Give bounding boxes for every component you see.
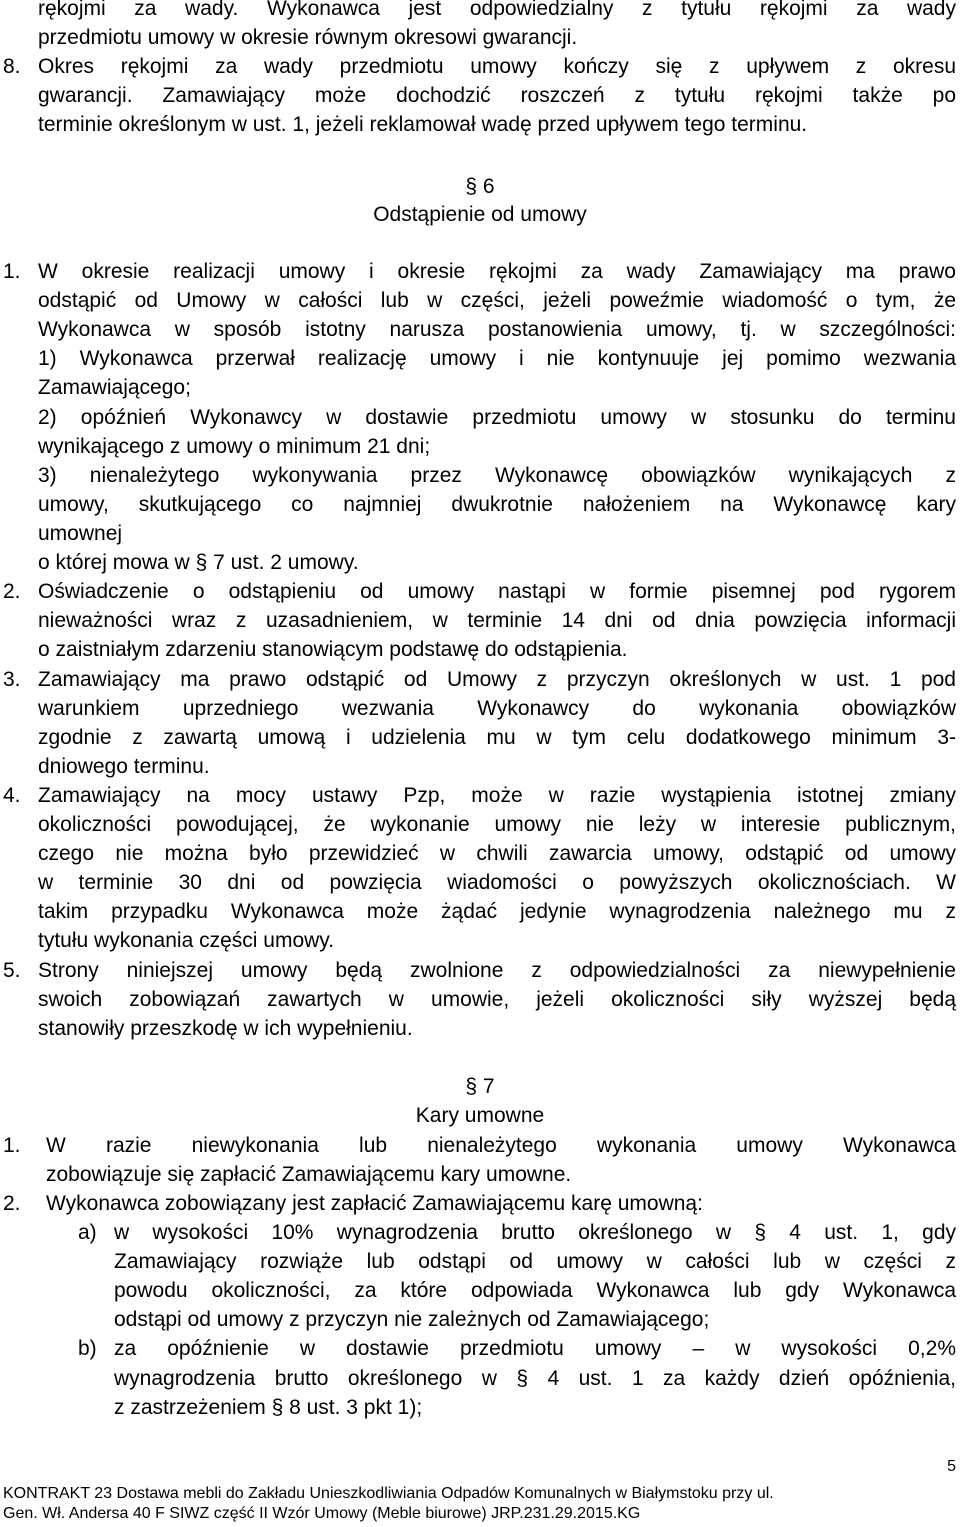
paragraph-line: odstąpić od Umowy w całości lub w części, jeżeli poweźmie wiadomość o tym, że	[38, 289, 956, 312]
section-sign: §	[754, 1221, 767, 1244]
paragraph-line: Zamawiający rozwiąże lub odstąpi od umowy w całości lub w części z	[114, 1250, 956, 1273]
list-number: 1.	[3, 260, 21, 283]
footer-line: Gen. Wł. Andersa 40 F SIWZ część II Wzór Umowy (Meble biurowe) JRP.231.29.2015.KG	[3, 1505, 641, 1522]
paragraph-line: nieważności wraz z uzasadnieniem, w terminie 14 dni od dnia powzięcia informacji	[38, 609, 956, 632]
paragraph-line: Strony niniejszej umowy będą zwolnione z odpowiedzialności za niewypełnienie	[38, 959, 956, 982]
section-heading-title: Kary umowne	[415, 1104, 545, 1127]
paragraph-line: wynagrodzenia brutto określonego w § 4 ust. 1 za każdy dzień opóźnienia,	[114, 1364, 956, 1393]
list-letter: a)	[78, 1221, 97, 1244]
paragraph-line: zobowiązuje się zapłacić Zamawiającemu kary umowne.	[46, 1163, 572, 1186]
list-letter: b)	[78, 1337, 97, 1360]
list-number: 5.	[3, 959, 21, 982]
section-heading-number: § 6	[0, 172, 960, 201]
section-sign: §	[465, 1075, 478, 1098]
paragraph-line: wynikającego z umowy o minimum 21 dni;	[38, 435, 431, 458]
paragraph-line: Wykonawca w sposób istotny narusza postanowienia umowy, tj. w szczególności:	[38, 318, 956, 341]
paragraph-line: Zamawiający ma prawo odstąpić od Umowy z przyczyn określonych w ust. 1 pod	[38, 668, 956, 691]
paragraph-line: odstąpi od umowy z przyczyn nie zależnych od Zamawiającego;	[114, 1308, 710, 1331]
paragraph-line: czego nie można było przewidzieć w chwili zawarcia umowy, odstąpić od umowy	[38, 842, 956, 865]
paragraph-line: Oświadczenie o odstąpieniu od umowy nastąpi w formie pisemnej pod rygorem	[38, 580, 956, 603]
paragraph-line: okoliczności powodującej, że wykonanie umowy nie leży w interesie publicznym,	[38, 813, 956, 836]
paragraph-line: zgodnie z zawartą umową i udzielenia mu w tym celu dodatkowego minimum 3-	[38, 726, 956, 749]
list-number: 8.	[3, 55, 21, 78]
section-heading-title: Odstąpienie od umowy	[373, 203, 587, 226]
list-number: 1.	[3, 1134, 21, 1157]
paragraph-line: umowy, skutkującego co najmniej dwukrotnie nałożeniem na Wykonawcę kary	[38, 493, 956, 516]
paragraph-line: z zastrzeżeniem § 8 ust. 3 pkt 1);	[114, 1393, 960, 1422]
paragraph-line: gwarancji. Zamawiający może dochodzić roszczeń z tytułu rękojmi także po	[38, 84, 956, 107]
paragraph-line: za opóźnienie w dostawie przedmiotu umowy – w wysokości 0,2%	[114, 1337, 956, 1360]
paragraph-line: o której mowa w § 7 ust. 2 umowy.	[38, 548, 960, 577]
paragraph-line: o zaistniałym zdarzeniu stanowiącym podstawę do odstąpienia.	[38, 638, 628, 661]
paragraph-line: dniowego terminu.	[38, 755, 210, 778]
section-sign: §	[516, 1367, 529, 1390]
paragraph-line: powodu okoliczności, za które odpowiada Wykonawca lub gdy Wykonawca	[114, 1279, 956, 1302]
paragraph-line: swoich zobowiązań zawartych w umowie, jeżeli okoliczności siły wyższej będą	[38, 988, 956, 1011]
paragraph-line: Wykonawca zobowiązany jest zapłacić Zamawiającemu karę umowną:	[46, 1192, 703, 1215]
paragraph-line: 1) Wykonawca przerwał realizację umowy i nie kontynuuje jej pomimo wezwania	[38, 347, 956, 370]
list-number: 3.	[3, 668, 21, 691]
paragraph-line: umownej	[38, 522, 123, 545]
paragraph-line: Zamawiającego;	[38, 376, 191, 399]
section-heading-number: § 7	[0, 1072, 960, 1101]
list-number: 2.	[3, 1192, 21, 1215]
paragraph-line: terminie określonym w ust. 1, jeżeli reklamował wadę przed upływem tego terminu.	[38, 113, 808, 136]
paragraph-line: stanowiły przeszkodę w ich wypełnieniu.	[38, 1017, 413, 1040]
paragraph-line: takim przypadku Wykonawca może żądać jedynie wynagrodzenia należnego mu z	[38, 900, 956, 923]
footer-line: KONTRAKT 23 Dostawa mebli do Zakładu Unieszkodliwiania Odpadów Komunalnych w Białymstoku przy ul.	[3, 1485, 774, 1502]
paragraph-line: W okresie realizacji umowy i okresie rękojmi za wady Zamawiający ma prawo	[38, 260, 956, 283]
paragraph-line: przedmiotu umowy w okresie równym okresowi gwarancji.	[38, 26, 578, 49]
paragraph-line: w wysokości 10% wynagrodzenia brutto określonego w § 4 ust. 1, gdy	[114, 1218, 956, 1247]
paragraph-line: 2) opóźnień Wykonawcy w dostawie przedmiotu umowy w stosunku do terminu	[38, 406, 956, 429]
paragraph-line: w terminie 30 dni od powzięcia wiadomości o powyższych okolicznościach. W	[38, 871, 956, 894]
paragraph-line: W razie niewykonania lub nienależytego wykonania umowy Wykonawca	[46, 1134, 956, 1157]
page-number: 5	[947, 1458, 956, 1475]
section-sign: §	[195, 551, 208, 574]
paragraph-line: Okres rękojmi za wady przedmiotu umowy kończy się z upływem z okresu	[38, 55, 956, 78]
paragraph-line: rękojmi za wady. Wykonawca jest odpowiedzialny z tytułu rękojmi za wady	[38, 0, 956, 20]
paragraph-line: 3) nienależytego wykonywania przez Wykonawcę obowiązków wynikających z	[38, 464, 956, 487]
paragraph-line: tytułu wykonania części umowy.	[38, 929, 335, 952]
paragraph-line: warunkiem uprzedniego wezwania Wykonawcy do wykonania obowiązków	[38, 697, 956, 720]
section-sign: §	[271, 1396, 284, 1419]
section-sign: §	[465, 175, 478, 198]
list-number: 4.	[3, 784, 21, 807]
list-number: 2.	[3, 580, 21, 603]
paragraph-line: Zamawiający na mocy ustawy Pzp, może w razie wystąpienia istotnej zmiany	[38, 784, 956, 807]
